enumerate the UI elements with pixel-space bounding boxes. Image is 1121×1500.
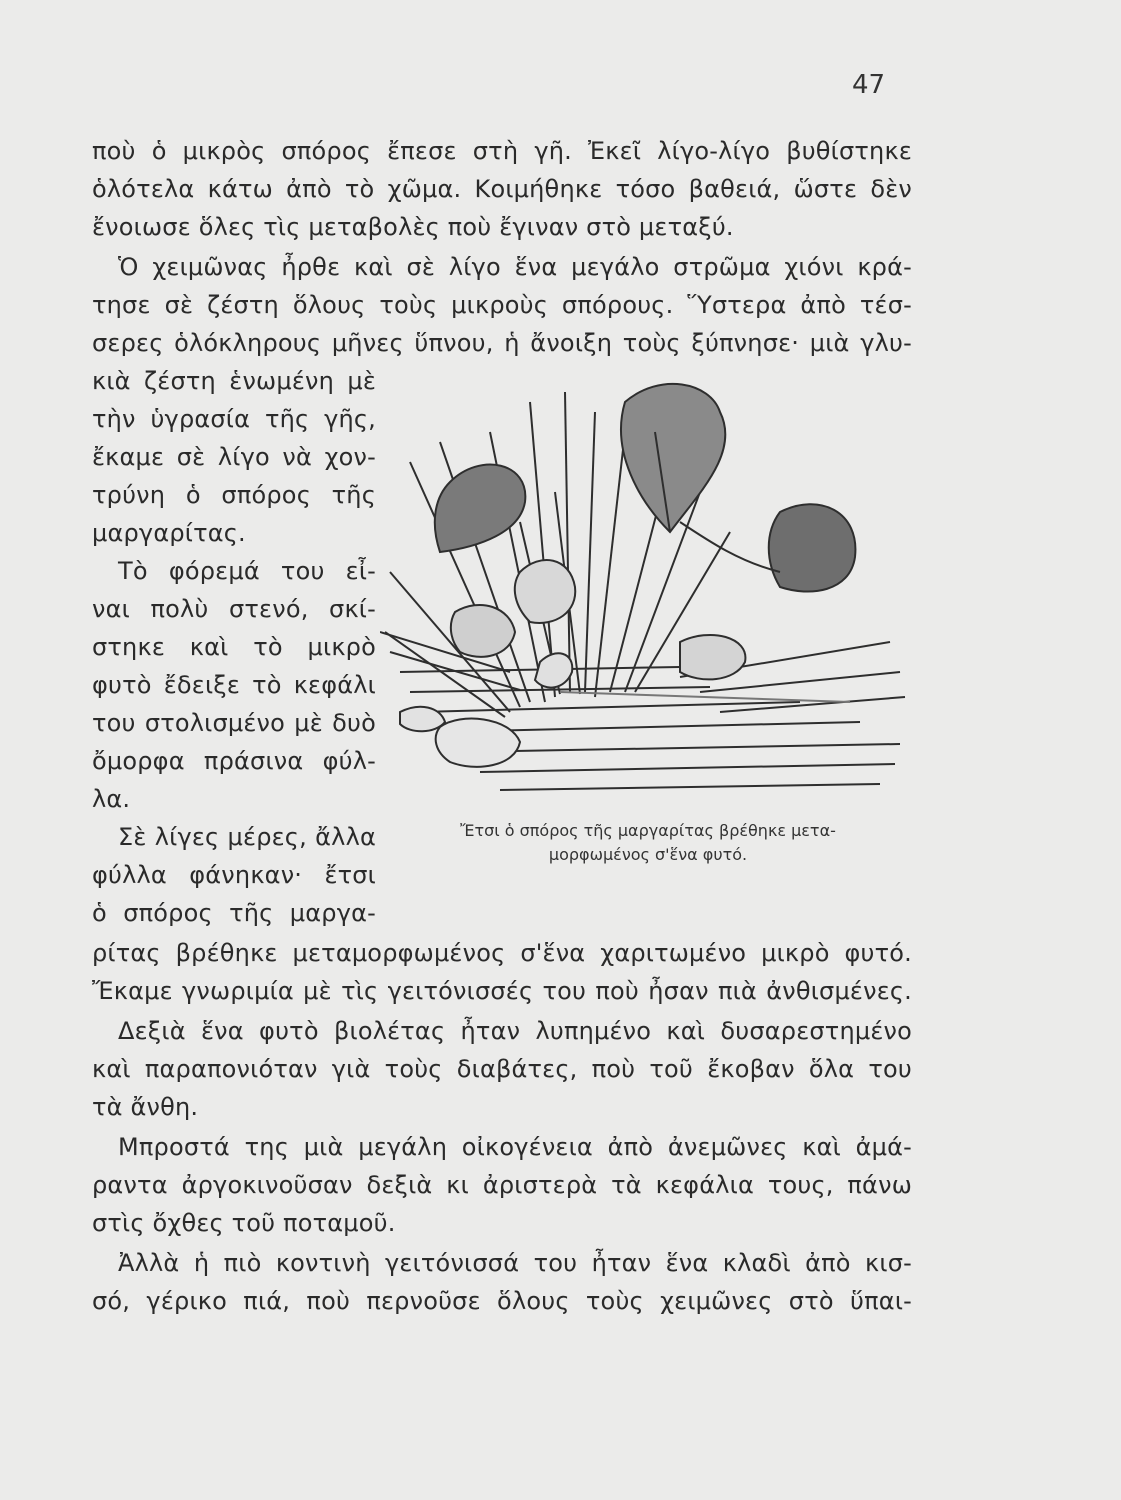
- text-line: φυτὸ ἔδειξε τὸ κεφάλι: [92, 671, 376, 699]
- text-line: σερες ὁλόκληρους μῆνες ὕπνου, ἡ ἄνοιξη τοὺς ξύπνησε· μιὰ γλυ-: [92, 329, 912, 357]
- text-line: σό, γέρικο πιά, ποὺ περνοῦσε ὅλους τοὺς χειμῶνες στὸ ὕπαι-: [92, 1287, 912, 1315]
- text-line: τησε σὲ ζέστη ὅλους τοὺς μικροὺς σπόρους. Ὕστερα ἀπὸ τέσ-: [92, 291, 912, 319]
- text-line: Ἔκαμε γνωριμία μὲ τὶς γειτόνισσές του ποὺ ἦσαν πιὰ ἀνθισμένες.: [92, 977, 912, 1005]
- figure-caption: Ἔτσι ὁ σπόρος τῆς μαργαρίτας βρέθηκε μετα-: [460, 821, 836, 840]
- text-line: Σὲ λίγες μέρες, ἄλλα: [118, 823, 376, 851]
- text-line: ὁ σπόρος τῆς μαργα-: [92, 899, 376, 927]
- text-line: καὶ παραπονιόταν γιὰ τοὺς διαβάτες, ποὺ τοῦ ἔκοβαν ὅλα του: [92, 1055, 912, 1083]
- text-line: φύλλα φάνηκαν· ἔτσι: [92, 861, 376, 889]
- text-line: ναι πολὺ στενό, σκί-: [92, 595, 376, 623]
- text-line: Ἀλλὰ ἡ πιὸ κοντινὴ γειτόνισσά του ἦταν ἕνα κλαδὶ ἀπὸ κισ-: [118, 1249, 912, 1277]
- page-number: 47: [852, 70, 886, 100]
- text-line: τρύνη ὁ σπόρος τῆς: [92, 481, 376, 509]
- text-line: μαργαρίτας.: [92, 519, 246, 547]
- text-line: στὶς ὄχθες τοῦ ποταμοῦ.: [92, 1209, 396, 1237]
- text-line: Μπροστά της μιὰ μεγάλη οἰκογένεια ἀπὸ ἀνεμῶνες καὶ ἀμά-: [118, 1133, 912, 1161]
- plant-illustration: [380, 372, 912, 812]
- text-line: λα.: [92, 785, 131, 813]
- figure-caption: μορφωμένος σ'ἕνα φυτό.: [548, 845, 748, 864]
- text-line: ραντα ἀργοκινοῦσαν δεξιὰ κι ἀριστερὰ τὰ κεφάλια τους, πάνω: [92, 1171, 912, 1199]
- text-line: Ὁ χειμῶνας ἦρθε καὶ σὲ λίγο ἕνα μεγάλο στρῶμα χιόνι κρά-: [118, 253, 912, 281]
- text-line: τὴν ὑγρασία τῆς γῆς,: [92, 405, 376, 433]
- text-line: ποὺ ὁ μικρὸς σπόρος ἔπεσε στὴ γῆ. Ἐκεῖ λίγο-λίγο βυθίστηκε: [92, 137, 912, 165]
- text-line: κιὰ ζέστη ἑνωμένη μὲ: [92, 367, 376, 395]
- text-line: ἔνοιωσε ὅλες τὶς μεταβολὲς ποὺ ἔγιναν στὸ μεταξύ.: [92, 213, 734, 241]
- text-line: στηκε καὶ τὸ μικρὸ: [92, 633, 376, 661]
- text-line: του στολισμένο μὲ δυὸ: [92, 709, 376, 737]
- text-line: ὁλότελα κάτω ἀπὸ τὸ χῶμα. Κοιμήθηκε τόσο βαθειά, ὥστε δὲν: [92, 175, 912, 203]
- text-line: ἔκαμε σὲ λίγο νὰ χον-: [92, 443, 376, 471]
- text-line: Δεξιὰ ἕνα φυτὸ βιολέτας ἦταν λυπημένο καὶ δυσαρεστημένο: [118, 1017, 912, 1045]
- text-line: ρίτας βρέθηκε μεταμορφωμένος σ'ἕνα χαριτωμένο μικρὸ φυτό.: [92, 939, 912, 967]
- text-line: ὄμορφα πράσινα φύλ-: [92, 747, 376, 775]
- text-line: Τὸ φόρεμά του εἶ-: [118, 557, 376, 585]
- text-line: τὰ ἄνθη.: [92, 1093, 199, 1121]
